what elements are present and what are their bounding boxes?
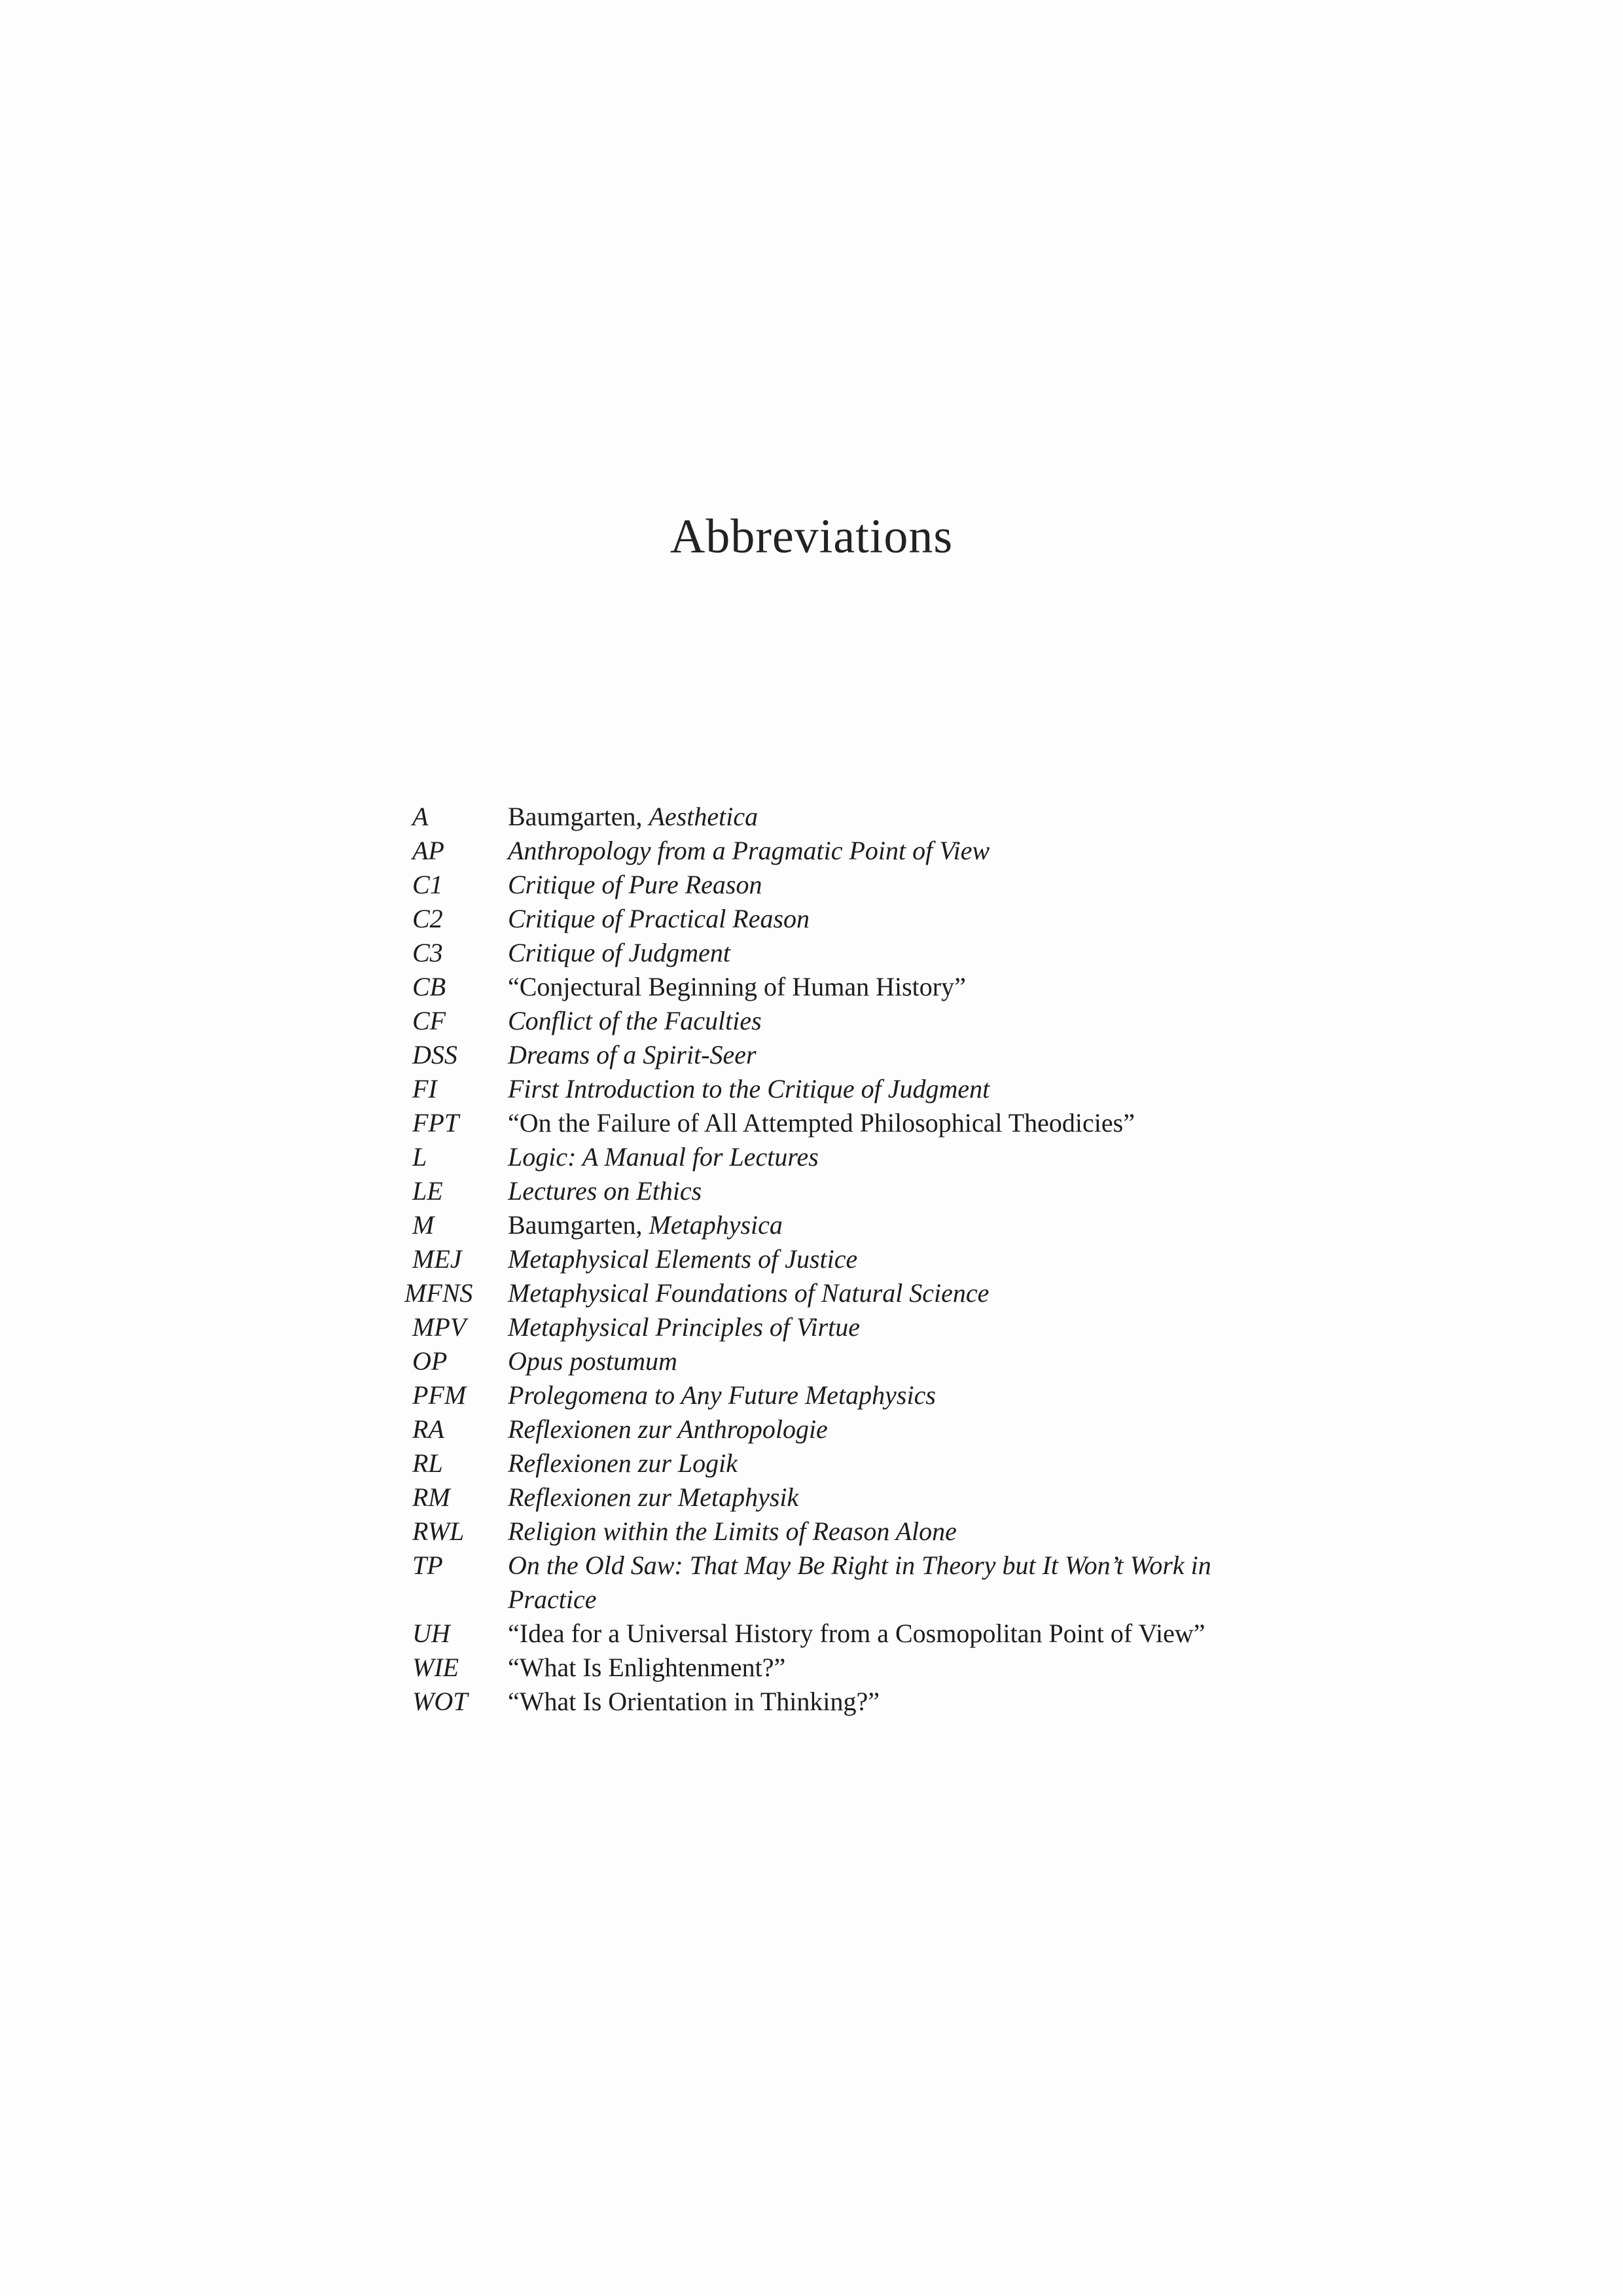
abbreviation-entry [404, 1004, 1255, 1038]
abbreviation-title [508, 970, 1255, 1004]
abbreviation-entry [404, 1310, 1255, 1344]
abbreviation-title [508, 834, 1255, 868]
abbreviation-code: FPT [412, 1108, 459, 1138]
work-title: Logic: A Manual for Lectures [508, 1142, 819, 1172]
work-title: Reflexionen zur Logik [508, 1448, 738, 1478]
abbreviation-title [508, 1106, 1255, 1140]
work-title: “On the Failure of All Attempted Philosophical Theodicies” [508, 1108, 1135, 1138]
abbreviation-entry [404, 1617, 1255, 1651]
work-title: On the Old Saw: That May Be Right in Theory but It Won’t Work in Practice [508, 1551, 1211, 1614]
work-title: Aesthetica [649, 802, 758, 831]
abbreviation-entry [404, 1344, 1255, 1378]
abbreviation-title [508, 1140, 1255, 1174]
abbreviation-code: MEJ [412, 1244, 462, 1274]
abbreviation-entry [404, 1685, 1255, 1719]
abbreviation-title [508, 1515, 1255, 1549]
abbreviation-entry [404, 834, 1255, 868]
abbreviation-code: DSS [412, 1040, 457, 1069]
abbreviation-title [508, 1549, 1255, 1617]
abbreviation-entry [404, 1140, 1255, 1174]
abbreviation-entry [404, 902, 1255, 936]
abbreviation-entry [404, 1242, 1255, 1276]
abbreviation-entry [404, 1651, 1255, 1685]
abbreviation-code: A [412, 802, 429, 831]
work-title: Critique of Judgment [508, 938, 730, 967]
abbreviation-title [508, 1072, 1255, 1106]
work-title: First Introduction to the Critique of Judgment [508, 1074, 990, 1103]
work-title: “Idea for a Universal History from a Cosmopolitan Point of View” [508, 1619, 1205, 1648]
abbreviation-code: PFM [412, 1380, 467, 1410]
abbreviation-title [508, 1242, 1255, 1276]
abbreviation-entry [404, 1378, 1255, 1412]
work-title: Reflexionen zur Anthropologie [508, 1414, 828, 1444]
abbreviation-code: FI [412, 1074, 437, 1103]
abbreviation-entry [404, 1208, 1255, 1242]
abbreviation-entry [404, 936, 1255, 970]
abbreviation-title [508, 1412, 1255, 1446]
abbreviation-code: WIE [412, 1653, 459, 1682]
abbreviation-code: M [412, 1210, 435, 1240]
work-title: Opus postumum [508, 1346, 677, 1376]
abbreviation-entry [404, 1072, 1255, 1106]
abbreviation-code: OP [412, 1346, 448, 1376]
work-title: Lectures on Ethics [508, 1176, 702, 1206]
work-title: “Conjectural Beginning of Human History” [508, 972, 966, 1001]
abbreviation-title [508, 1685, 1255, 1719]
abbreviation-title [508, 936, 1255, 970]
work-title: “What Is Orientation in Thinking?” [508, 1687, 880, 1716]
abbreviation-title [508, 1276, 1255, 1310]
abbreviation-code: AP [412, 836, 444, 865]
abbreviation-title [508, 1038, 1255, 1072]
title-prefix: Baumgarten, [508, 802, 649, 831]
abbreviation-entry [404, 1276, 1255, 1310]
abbreviation-title [508, 800, 1255, 834]
abbreviation-code: UH [412, 1619, 450, 1648]
abbreviation-title [508, 1344, 1255, 1378]
abbreviation-code: CB [412, 972, 446, 1001]
abbreviation-code: C3 [412, 938, 443, 967]
abbreviation-title [508, 1651, 1255, 1685]
abbreviation-code: L [412, 1142, 427, 1172]
abbreviation-code: CF [412, 1006, 446, 1035]
title-prefix: Baumgarten, [508, 1210, 649, 1240]
abbreviation-title [508, 1617, 1255, 1651]
abbreviation-entry [404, 1480, 1255, 1515]
abbreviation-title [508, 1446, 1255, 1480]
abbreviation-code: WOT [412, 1687, 468, 1716]
work-title: Anthropology from a Pragmatic Point of View [508, 836, 990, 865]
abbreviation-entry [404, 1446, 1255, 1480]
work-title: Metaphysical Elements of Justice [508, 1244, 858, 1274]
abbreviation-code: TP [412, 1551, 443, 1580]
abbreviations-list [404, 800, 1255, 1719]
abbreviation-entry [404, 800, 1255, 834]
work-title: Metaphysical Foundations of Natural Science [508, 1278, 990, 1308]
abbreviation-title [508, 1480, 1255, 1515]
abbreviation-code: C1 [412, 870, 443, 899]
work-title: “What Is Enlightenment?” [508, 1653, 786, 1682]
abbreviation-code: RL [412, 1448, 443, 1478]
abbreviation-code: MPV [412, 1312, 467, 1342]
work-title: Reflexionen zur Metaphysik [508, 1482, 799, 1512]
abbreviation-entry [404, 970, 1255, 1004]
abbreviation-entry [404, 1174, 1255, 1208]
abbreviation-code: RA [412, 1414, 444, 1444]
abbreviation-entry [404, 868, 1255, 902]
work-title: Prolegomena to Any Future Metaphysics [508, 1380, 936, 1410]
work-title: Dreams of a Spirit-Seer [508, 1040, 757, 1069]
abbreviation-code: LE [412, 1176, 443, 1206]
abbreviation-code: MFNS [404, 1278, 473, 1308]
abbreviation-code: RWL [412, 1516, 465, 1546]
abbreviation-title [508, 868, 1255, 902]
abbreviation-entry [404, 1412, 1255, 1446]
abbreviation-code: C2 [412, 904, 443, 933]
abbreviation-title [508, 1208, 1255, 1242]
work-title: Conflict of the Faculties [508, 1006, 762, 1035]
work-title: Critique of Practical Reason [508, 904, 810, 933]
work-title: Metaphysical Principles of Virtue [508, 1312, 861, 1342]
abbreviation-entry [404, 1106, 1255, 1140]
work-title: Religion within the Limits of Reason Alone [508, 1516, 957, 1546]
abbreviation-title [508, 902, 1255, 936]
abbreviation-title [508, 1378, 1255, 1412]
work-title: Metaphysica [649, 1210, 783, 1240]
abbreviation-title [508, 1174, 1255, 1208]
abbreviation-code: RM [412, 1482, 450, 1512]
page-title: Abbreviations [669, 510, 954, 564]
abbreviation-title [508, 1004, 1255, 1038]
work-title: Critique of Pure Reason [508, 870, 762, 899]
abbreviation-entry [404, 1038, 1255, 1072]
abbreviation-title [508, 1310, 1255, 1344]
abbreviation-entry [404, 1549, 1255, 1617]
abbreviation-entry [404, 1515, 1255, 1549]
